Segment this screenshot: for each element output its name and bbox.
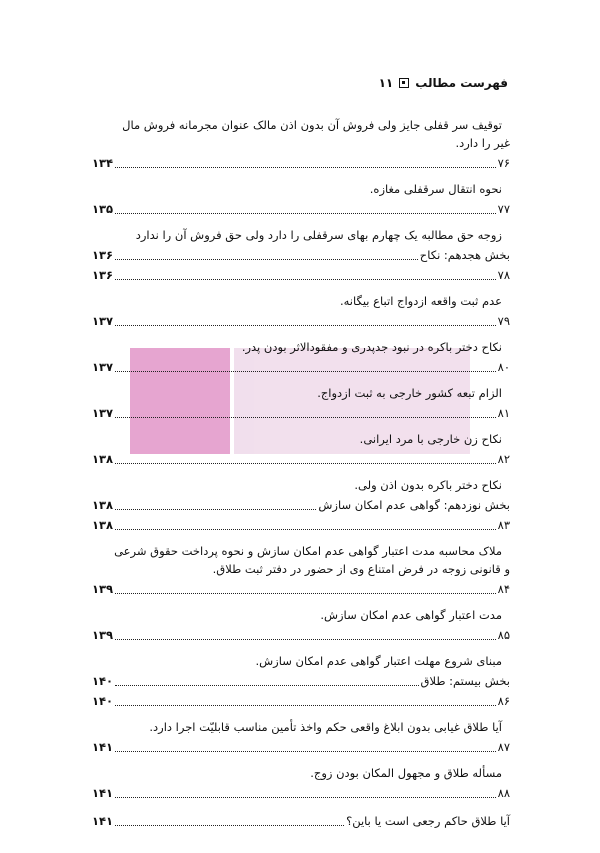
leader-dots — [115, 462, 496, 464]
entry-spacer — [92, 468, 510, 476]
entry-title-line: غیر را دارد. — [455, 136, 510, 150]
toc-item-page-number: ۱۳۷ — [92, 406, 114, 420]
leader-dots — [115, 258, 418, 260]
entry-spacer — [92, 284, 510, 292]
toc-item-row[interactable] — [92, 624, 510, 644]
running-header — [92, 72, 508, 94]
entry-title-line: مسأله طلاق و مجهول المکان بودن زوج. — [310, 766, 502, 780]
entry-spacer — [92, 802, 510, 810]
toc-entry[interactable] — [92, 718, 510, 756]
toc-entry[interactable] — [92, 430, 510, 468]
toc-entry[interactable] — [92, 542, 510, 598]
leader-dots — [115, 416, 496, 418]
toc-item-row[interactable] — [92, 402, 510, 422]
toc-item-label: ۸۰ — [497, 360, 510, 374]
entry-title-line: نکاح دختر باکره در نبود جدپدری و مفقودالاثر بودن پدر. — [241, 340, 502, 354]
entry-title-line: نحوه انتقال سرقفلی مغازه. — [369, 182, 502, 196]
toc-entry[interactable] — [92, 180, 510, 218]
section-heading-label: بخش نوزدهم: گواهی عدم امکان سازش — [318, 498, 510, 512]
toc-item-row[interactable] — [92, 448, 510, 468]
leader-dots — [115, 278, 496, 280]
toc-item-label: ۸۳ — [497, 518, 510, 532]
entry-spacer — [92, 756, 510, 764]
toc-item-page-number: ۱۳۸ — [92, 518, 114, 532]
entry-spacer — [92, 330, 510, 338]
toc-item-row[interactable] — [92, 310, 510, 330]
section-heading-page-number: ۱۳۶ — [92, 248, 114, 262]
toc-item-row[interactable] — [92, 514, 510, 534]
toc-item-page-number: ۱۳۶ — [92, 268, 114, 282]
toc-item-page-number: ۱۳۹ — [92, 628, 114, 642]
toc-item-page-number: ۱۳۴ — [92, 156, 114, 170]
toc-item-label: ۷۶ — [497, 156, 510, 170]
leader-dots — [115, 796, 496, 798]
section-heading-row[interactable] — [92, 494, 510, 514]
toc-item-row[interactable] — [92, 152, 510, 172]
leader-dots — [115, 370, 496, 372]
leader-dots — [115, 824, 344, 826]
leader-dots — [115, 684, 418, 686]
toc-entry[interactable] — [92, 384, 510, 422]
leader-dots — [115, 212, 496, 214]
toc-item-page-number: ۱۳۸ — [92, 452, 114, 466]
section-heading-label: بخش بیستم: طلاق — [420, 674, 510, 688]
toc-item-label: ۷۸ — [497, 268, 510, 282]
toc-item-label: ۸۵ — [497, 628, 510, 642]
header-title: فهرست مطالب — [415, 76, 508, 90]
toc-item-label: ۸۲ — [497, 452, 510, 466]
leader-dots — [115, 166, 496, 168]
entry-title-line: نکاح دختر باکره بدون اذن ولی. — [354, 478, 502, 492]
toc-item-label: ۷۹ — [497, 314, 510, 328]
square-ornament-icon — [399, 78, 409, 88]
entry-spacer — [92, 218, 510, 226]
toc-entry[interactable] — [92, 606, 510, 644]
entry-title-line: الزام تبعه کشور خارجی به ثبت ازدواج. — [317, 386, 502, 400]
entry-title-line: زوجه حق مطالبه یک چهارم بهای سرقفلی را دارد ولی حق فروش آن را ندارد — [135, 228, 502, 242]
toc-item-page-number: ۱۴۱ — [92, 786, 114, 800]
toc-entry[interactable] — [92, 476, 510, 534]
entry-spacer — [92, 172, 510, 180]
toc-item-label: ۸۷ — [497, 740, 510, 754]
entry-title-line: نکاح زن خارجی با مرد ایرانی. — [359, 432, 502, 446]
entry-title-line: عدم ثبت واقعه ازدواج اتباع بیگانه. — [339, 294, 502, 308]
toc-item-row[interactable] — [92, 356, 510, 376]
toc-entry[interactable] — [92, 338, 510, 376]
entry-spacer — [92, 534, 510, 542]
toc-item-row[interactable] — [92, 264, 510, 284]
toc-entry[interactable] — [92, 292, 510, 330]
toc-item-label: ۸۱ — [497, 406, 510, 420]
toc-item-label: ۸۴ — [497, 582, 510, 596]
leader-dots — [115, 704, 496, 706]
toc-entry[interactable] — [92, 226, 510, 284]
leader-dots — [115, 324, 496, 326]
entry-spacer — [92, 710, 510, 718]
toc-item-page-number: ۱۳۷ — [92, 314, 114, 328]
entry-spacer — [92, 376, 510, 384]
toc-item-label: آیا طلاق حاکم رجعی است یا باین؟ — [346, 814, 510, 828]
entry-title-line: و قانونی زوجه در فرض امتناع وی از حضور در دفتر ثبت طلاق. — [212, 562, 510, 576]
toc-item-page-number: ۱۳۹ — [92, 582, 114, 596]
section-heading-page-number: ۱۳۸ — [92, 498, 114, 512]
toc-item-page-number: ۱۴۱ — [92, 740, 114, 754]
toc-item-page-number: ۱۳۵ — [92, 202, 114, 216]
toc-item-row[interactable] — [92, 736, 510, 756]
entry-spacer — [92, 644, 510, 652]
section-heading-row[interactable] — [92, 244, 510, 264]
toc-entry[interactable] — [92, 652, 510, 710]
toc-item-row[interactable] — [92, 198, 510, 218]
leader-dots — [115, 750, 496, 752]
toc-item-row[interactable] — [92, 578, 510, 598]
entry-title-line: توقیف سر قفلی جایز ولی فروش آن بدون اذن مالک عنوان مجرمانه فروش مال — [122, 118, 502, 132]
leader-dots — [115, 638, 496, 640]
entry-spacer — [92, 830, 510, 838]
toc-item-page-number: ۱۴۰ — [92, 694, 114, 708]
entry-title-line: مبنای شروع مهلت اعتبار گواهی عدم امکان سازش. — [255, 654, 502, 668]
toc-entry[interactable] — [92, 810, 510, 830]
leader-dots — [115, 528, 496, 530]
table-of-contents — [92, 116, 510, 838]
toc-item-label: ۷۷ — [497, 202, 510, 216]
toc-item-label: ۸۶ — [497, 694, 510, 708]
section-heading-row[interactable] — [92, 670, 510, 690]
entry-title-line: مدت اعتبار گواهی عدم امکان سازش. — [320, 608, 502, 622]
entry-title-line: ملاک محاسبه مدت اعتبار گواهی عدم امکان سازش و نحوه پرداخت حقوق شرعی — [114, 544, 502, 558]
entry-title-line: آیا طلاق غیابی بدون ابلاغ واقعی حکم واخذ تأمین مناسب قابلیّت اجرا دارد. — [149, 720, 502, 734]
section-heading-label: بخش هجدهم: نکاح — [419, 248, 510, 262]
toc-item-label: ۸۸ — [497, 786, 510, 800]
toc-item-page-number: ۱۴۱ — [92, 814, 114, 828]
section-heading-page-number: ۱۴۰ — [92, 674, 114, 688]
toc-item-row[interactable] — [92, 782, 510, 802]
toc-item-row[interactable] — [92, 810, 510, 830]
leader-dots — [115, 508, 316, 510]
leader-dots — [115, 592, 496, 594]
toc-entry[interactable] — [92, 764, 510, 802]
entry-spacer — [92, 598, 510, 606]
toc-item-page-number: ۱۳۷ — [92, 360, 114, 374]
entry-spacer — [92, 422, 510, 430]
header-page-number: ۱۱ — [378, 76, 394, 90]
toc-entry[interactable] — [92, 116, 510, 172]
toc-item-row[interactable] — [92, 690, 510, 710]
